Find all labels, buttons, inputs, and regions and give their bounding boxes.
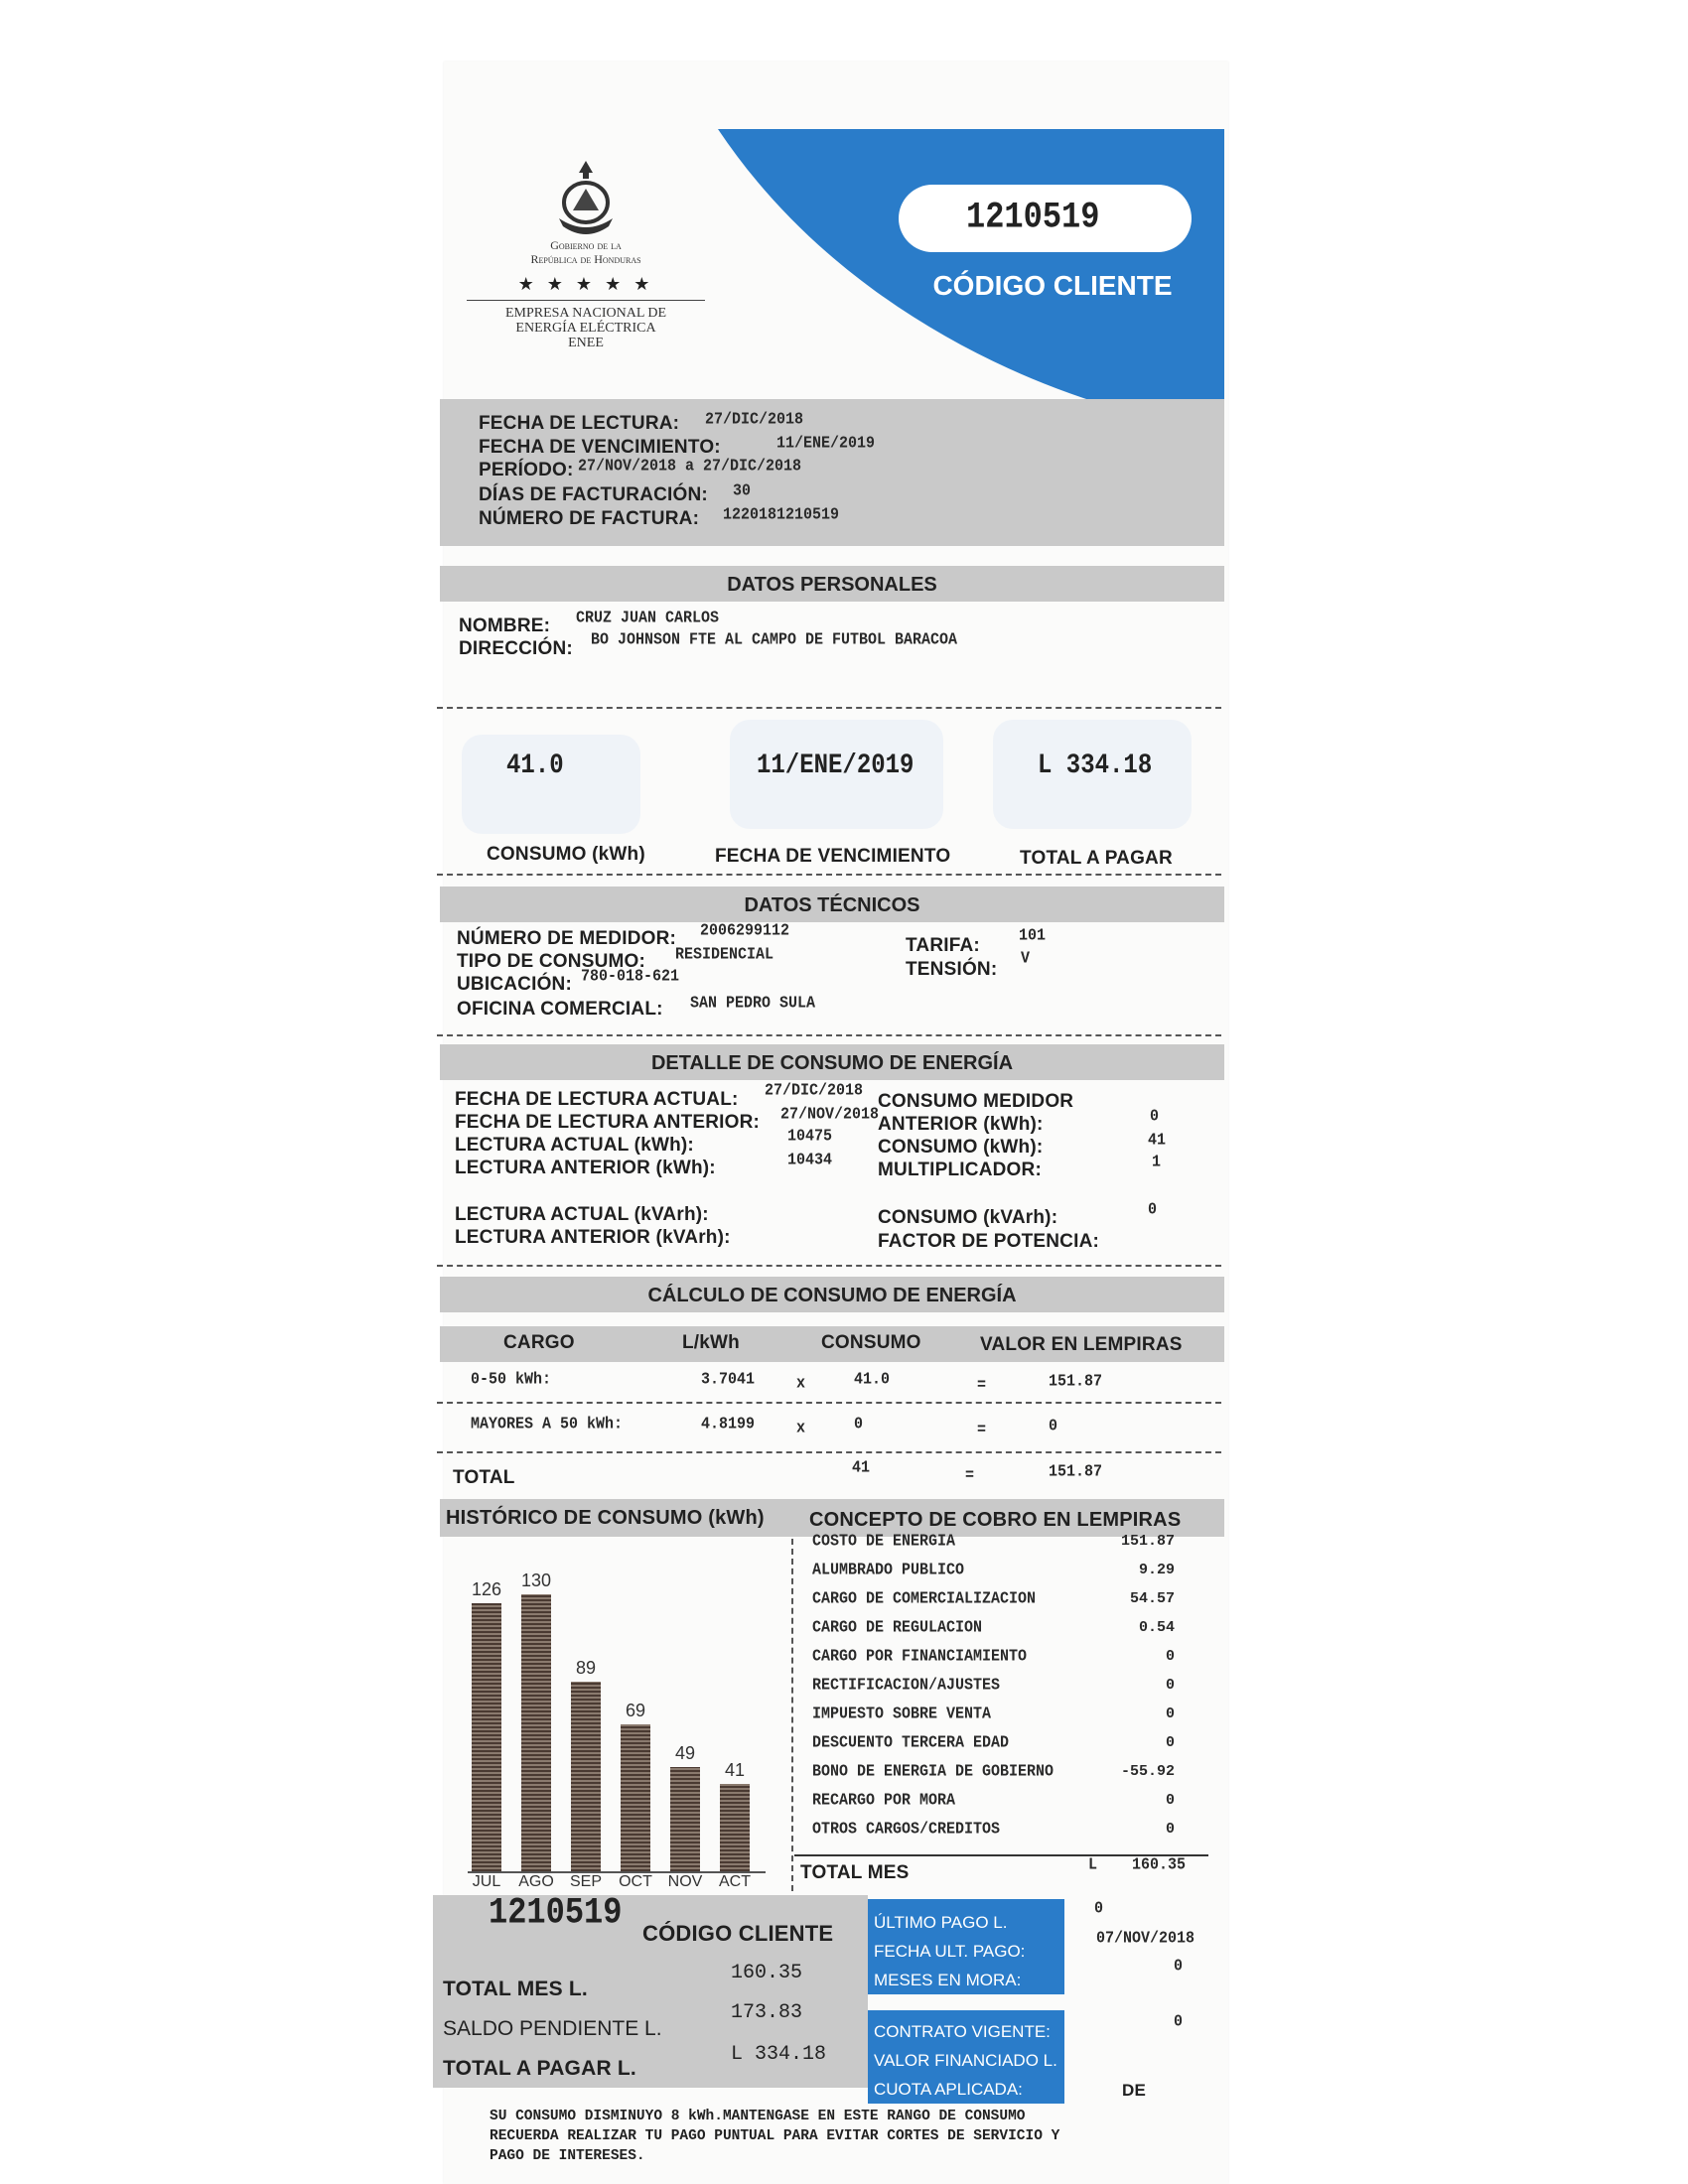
voltage-label: TENSIÓN: [906,959,998,980]
concept-row [812,1590,1175,1614]
consumption-detail-title: DETALLE DE CONSUMO DE ENERGÍA [650,1052,1014,1074]
logo-divider [467,300,705,301]
concept-value: 0.54 [1138,1619,1175,1636]
concept-value: 9.29 [1138,1562,1175,1578]
concepts-title: CONCEPTO DE COBRO EN LEMPIRAS [809,1509,1182,1531]
calc-total-eq: = [965,1466,975,1485]
current-reading-date-label: FECHA DE LECTURA ACTUAL: [455,1089,739,1110]
divider [437,874,1221,876]
consumption-kwh-label: CONSUMO (kWh): [878,1137,1044,1158]
technical-data-band [440,887,1224,922]
history-chart [462,1549,770,1890]
five-stars-icon: ★ ★ ★ ★ ★ [517,274,654,294]
financed-value-label: VALOR FINANCIADO L. [874,2051,1057,2070]
billing-days-value: 30 [733,481,752,500]
concept-name: CARGO DE REGULACION [812,1618,983,1637]
commercial-office-label: OFICINA COMERCIAL: [457,999,663,1020]
installment-label: CUOTA APLICADA: [874,2080,1023,2099]
history-bar-nov [670,1767,700,1871]
last-payment-date-value: 07/NOV/2018 [1096,1929,1196,1948]
consumption-detail-band [440,1044,1224,1080]
concept-row [812,1677,1175,1701]
name-value: CRUZ JUAN CARLOS [576,609,720,627]
footer-pending-value: 173.83 [731,2001,803,2024]
technical-data-title: DATOS TÉCNICOS [744,894,920,916]
personal-data-band [440,566,1224,602]
divider [437,1034,1221,1036]
company-name-line3: ENEE [568,336,604,350]
history-bar-act [720,1784,750,1871]
prev-reading-kvarh-label: LECTURA ANTERIOR (kVArh): [455,1227,731,1248]
reading-date-label: FECHA DE LECTURA: [479,413,680,434]
divider [437,1451,1221,1453]
last-payment-date-label: FECHA ULT. PAGO: [874,1942,1026,1961]
footer-message-line2: RECUERDA REALIZAR TU PAGO PUNTUAL PARA EVITAR CORTES DE SERVICIO Y [490,2128,1060,2144]
consumption-kvarh-value: 0 [1148,1200,1158,1219]
concept-row [812,1734,1175,1758]
meter-number-label: NÚMERO DE MEDIDOR: [457,928,677,949]
concept-value: 0 [1165,1677,1175,1694]
chart-concepts-divider [791,1539,793,1891]
concept-value: 0 [1165,1792,1175,1809]
concept-name: RECARGO POR MORA [812,1791,956,1810]
history-bar-sep [571,1682,601,1871]
history-bar-value: 130 [520,1570,552,1590]
calc-row2-value: 0 [1049,1417,1058,1435]
concept-name: OTROS CARGOS/CREDITOS [812,1820,1001,1839]
months-overdue-value: 0 [1174,1957,1184,1976]
footer-message [490,2107,1185,2166]
col-header-consumption: CONSUMO [821,1332,921,1353]
col-header-cargo: CARGO [503,1332,575,1353]
footer-pending-label: SALDO PENDIENTE L. [443,2017,662,2040]
history-month-label: ACT [719,1873,751,1890]
concept-row [812,1706,1175,1729]
contract-label: CONTRATO VIGENTE: [874,2022,1051,2041]
gov-name-line2: República de Honduras [530,252,641,266]
calc-row2-cargo: MAYORES A 50 kWh: [471,1415,624,1433]
footer-total-month-label: TOTAL MES L. [443,1978,588,2000]
footer-client-code: 1210519 [489,1891,623,1934]
client-code-label: CÓDIGO CLIENTE [932,270,1173,301]
calc-row1-consumption: 41.0 [854,1370,891,1389]
history-bar-value: 126 [471,1579,502,1599]
period-value: 27/NOV/2018 a 27/DIC/2018 [578,457,802,476]
concept-value: -55.92 [1120,1763,1175,1780]
prev-reading-kwh-value: 10434 [787,1151,833,1169]
summary-due-date-label: FECHA DE VENCIMIENTO [715,846,951,867]
summary-consumption-value: 41.0 [506,750,564,782]
company-name-line2: ENERGÍA ELÉCTRICA [515,321,656,336]
calc-row1-cargo: 0-50 kWh: [471,1370,552,1389]
summary-due-date-value: 11/ENE/2019 [757,750,914,782]
concept-name: COSTO DE ENERGIA [812,1532,956,1551]
name-label: NOMBRE: [459,615,551,636]
concept-value: 0 [1165,1821,1175,1838]
footer-total-label: TOTAL A PAGAR L. [443,2057,636,2080]
calc-total-label: TOTAL [453,1467,515,1488]
meter-prev-value: 0 [1150,1107,1160,1126]
due-date-label: FECHA DE VENCIMIENTO: [479,437,721,458]
calc-row2-eq: = [977,1421,987,1439]
months-overdue-label: MESES EN MORA: [874,1971,1022,1989]
divider [437,1265,1221,1267]
history-month-label: JUL [472,1873,501,1890]
concept-row [812,1792,1175,1816]
concept-row [812,1562,1175,1585]
calc-row2-x: x [796,1419,806,1437]
meter-prev-label: ANTERIOR (kWh): [878,1114,1044,1135]
concept-row [812,1619,1175,1643]
concept-name: CARGO POR FINANCIAMIENTO [812,1647,1028,1666]
divider [437,707,1221,709]
gov-name-line1: Gobierno de la [550,238,622,252]
footer-client-code-label: CÓDIGO CLIENTE [642,1921,834,1946]
concept-value: 151.87 [1120,1533,1175,1550]
history-bar-value: 49 [674,1743,696,1763]
concept-name: CARGO DE COMERCIALIZACION [812,1589,1037,1608]
concept-name: BONO DE ENERGIA DE GOBIERNO [812,1762,1055,1781]
summary-consumption-label: CONSUMO (kWh) [487,844,645,865]
current-reading-kwh-value: 10475 [787,1127,833,1146]
multiplier-label: MULTIPLICADOR: [878,1160,1042,1180]
installment-of-label: DE [1122,2081,1147,2100]
concept-value: 54.57 [1129,1590,1175,1607]
invoice-number-value: 1220181210519 [723,505,840,524]
client-code-value: 1210519 [966,196,1100,238]
concept-name: ALUMBRADO PUBLICO [812,1561,965,1579]
concept-name: RECTIFICACION/AJUSTES [812,1676,1001,1695]
concept-name: DESCUENTO TERCERA EDAD [812,1733,1010,1752]
calculation-band [440,1277,1224,1312]
history-bar-oct [621,1724,650,1871]
tariff-label: TARIFA: [906,935,980,956]
multiplier-value: 1 [1152,1153,1162,1171]
meter-consumption-label: CONSUMO MEDIDOR [878,1091,1074,1112]
prev-reading-kwh-label: LECTURA ANTERIOR (kWh): [455,1158,716,1178]
concepts-total-value: 160.35 [1132,1855,1187,1874]
concept-name: IMPUESTO SOBRE VENTA [812,1705,992,1723]
divider [437,1402,1221,1404]
concept-value: 0 [1165,1734,1175,1751]
last-payment-label: ÚLTIMO PAGO L. [874,1913,1008,1932]
col-header-rate: L/kWh [682,1332,740,1353]
summary-total-value: L 334.18 [1038,750,1153,782]
tariff-value: 101 [1019,926,1047,945]
consumption-kvarh-label: CONSUMO (kVArh): [878,1207,1058,1228]
history-bar-ago [521,1594,551,1871]
footer-message-line3: PAGO DE INTERESES. [490,2148,645,2164]
address-value: BO JOHNSON FTE AL CAMPO DE FUTBOL BARACOA [591,630,958,649]
history-bar-value: 69 [625,1701,646,1720]
col-header-value: VALOR EN LEMPIRAS [980,1334,1183,1355]
concept-row [812,1533,1175,1557]
chart-baseline [468,1871,766,1873]
reading-date-value: 27/DIC/2018 [705,410,804,429]
address-label: DIRECCIÓN: [459,638,573,659]
current-reading-date-value: 27/DIC/2018 [765,1081,864,1100]
calc-row1-rate: 3.7041 [701,1370,756,1389]
calculation-header-band [440,1326,1224,1362]
period-label: PERÍODO: [479,460,574,480]
client-code-box [899,185,1192,252]
concept-value: 0 [1165,1706,1175,1722]
concept-row [812,1763,1175,1787]
history-month-label: NOV [667,1873,703,1890]
location-value: 780-018-621 [581,967,680,986]
history-bar-value: 89 [575,1658,597,1678]
calc-total-consumption: 41 [852,1458,871,1477]
payment-info-box [868,1899,1064,1994]
consumption-kwh-value: 41 [1148,1131,1167,1150]
concept-row [812,1821,1175,1844]
calculation-title: CÁLCULO DE CONSUMO DE ENERGÍA [647,1285,1017,1306]
calc-row1-value: 151.87 [1049,1372,1103,1391]
prev-reading-date-value: 27/NOV/2018 [780,1105,880,1124]
history-bar-jul [472,1603,501,1871]
history-month-label: OCT [619,1873,652,1890]
consumption-type-value: RESIDENCIAL [675,945,774,964]
calc-row2-rate: 4.8199 [701,1415,756,1433]
summary-total-label: TOTAL A PAGAR [1020,848,1173,869]
current-reading-kvarh-label: LECTURA ACTUAL (kVArh): [455,1204,709,1225]
concept-row [812,1648,1175,1672]
history-title: HISTÓRICO DE CONSUMO (kWh) [446,1507,765,1529]
footer-total-month-value: 160.35 [731,1962,803,1984]
location-label: UBICACIÓN: [457,974,572,995]
contract-info-box [868,2010,1064,2104]
history-month-label: AGO [518,1873,554,1890]
last-payment-value: 0 [1094,1899,1104,1918]
personal-data-title: DATOS PERSONALES [727,574,937,596]
prev-reading-date-label: FECHA DE LECTURA ANTERIOR: [455,1112,761,1133]
billing-days-label: DÍAS DE FACTURACIÓN: [479,484,708,505]
footer-total-value: L 334.18 [731,2043,827,2066]
commercial-office-value: SAN PEDRO SULA [690,994,816,1013]
honduras-coat-of-arms-icon [551,159,621,238]
consumption-type-label: TIPO DE CONSUMO: [457,951,646,972]
footer-message-line1: SU CONSUMO DISMINUYO 8 kWh.MANTENGASE EN ESTE RANGO DE CONSUMO [490,2109,1026,2124]
voltage-value: V [1021,949,1031,968]
company-name-line1: EMPRESA NACIONAL DE [504,306,667,321]
history-bar-value: 41 [724,1760,746,1780]
calc-total-value: 151.87 [1049,1462,1103,1481]
current-reading-kwh-label: LECTURA ACTUAL (kWh): [455,1135,694,1156]
invoice-number-label: NÚMERO DE FACTURA: [479,508,700,529]
concept-value: 0 [1165,1648,1175,1665]
calc-row2-consumption: 0 [854,1415,864,1433]
concepts-list [812,1532,1175,1839]
history-month-label: SEP [569,1873,602,1890]
calc-row1-x: x [796,1374,806,1393]
meter-number-value: 2006299112 [700,921,790,940]
concepts-total-label: TOTAL MES [800,1862,910,1883]
contract-value: 0 [1174,2012,1184,2031]
due-date-value: 11/ENE/2019 [776,434,876,453]
power-factor-label: FACTOR DE POTENCIA: [878,1231,1100,1252]
calc-row1-eq: = [977,1376,987,1395]
concepts-total-currency: L [1088,1855,1098,1874]
